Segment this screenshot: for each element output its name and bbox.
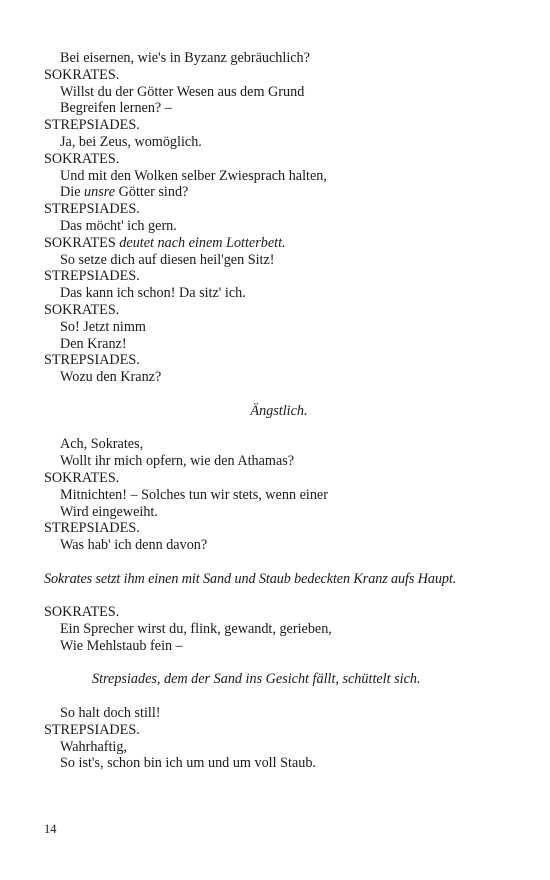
verse-line: Ein Sprecher wirst du, flink, gewandt, gerieben, bbox=[60, 621, 332, 638]
speaker-name: SOKRATES. bbox=[44, 150, 120, 167]
verse-line: Wozu den Kranz? bbox=[60, 369, 162, 386]
blank-line bbox=[44, 588, 514, 605]
stage-direction: deutet nach einem Lotterbett. bbox=[119, 234, 286, 251]
verse-line: Das möcht' ich gern. bbox=[60, 217, 177, 234]
speaker-name: STREPSIADES. bbox=[44, 268, 140, 285]
page-body bbox=[44, 50, 514, 772]
verse-line: Was hab' ich denn davon? bbox=[60, 537, 208, 554]
speaker-name: SOKRATES. bbox=[44, 469, 120, 486]
verse-line: So halt doch still! bbox=[60, 705, 161, 722]
speaker-name: STREPSIADES. bbox=[44, 520, 140, 537]
verse-text: Die bbox=[60, 184, 85, 201]
verse-line: Wie Mehlstaub fein – bbox=[60, 637, 183, 654]
verse-line: Bei eisernen, wie's in Byzanz gebräuchlich? bbox=[60, 50, 310, 66]
speaker-name: STREPSIADES. bbox=[44, 721, 140, 738]
blank-line bbox=[44, 655, 514, 672]
verse-line bbox=[44, 184, 514, 201]
verse-line: Mitnichten! – Solches tun wir stets, wenn einer bbox=[60, 486, 328, 503]
verse-line: Wollt ihr mich opfern, wie den Athamas? bbox=[60, 453, 295, 470]
verse-line: So setze dich auf diesen heil'gen Sitz! bbox=[60, 251, 275, 268]
stage-direction-centered: Ängstlich. bbox=[250, 402, 308, 419]
verse-line: Wird eingeweiht. bbox=[60, 503, 158, 520]
verse-line: Und mit den Wolken selber Zwiesprach halten, bbox=[60, 167, 327, 184]
stage-direction: Sokrates setzt ihm einen mit Sand und Staub bedeckten Kranz aufs Haupt. bbox=[44, 570, 457, 587]
speaker-name: STREPSIADES. bbox=[44, 201, 140, 218]
speaker-name: SOKRATES. bbox=[44, 604, 120, 621]
verse-line: Das kann ich schon! Da sitz' ich. bbox=[60, 285, 246, 302]
verse-line: So! Jetzt nimm bbox=[60, 318, 146, 335]
blank-line bbox=[44, 688, 514, 705]
stage-direction-indented: Strepsiades, dem der Sand ins Gesicht fällt, schüttelt sich. bbox=[92, 671, 421, 688]
speaker-with-direction bbox=[44, 235, 514, 252]
verse-line: Den Kranz! bbox=[60, 335, 127, 352]
verse-text: Götter sind? bbox=[115, 184, 189, 201]
verse-line: Willst du der Götter Wesen aus dem Grund bbox=[60, 83, 305, 100]
speaker-name: SOKRATES. bbox=[44, 66, 120, 83]
page-number: 14 bbox=[44, 822, 57, 836]
speaker-name: SOKRATES. bbox=[44, 301, 120, 318]
verse-line: Ja, bei Zeus, womöglich. bbox=[60, 133, 202, 150]
speaker-name: STREPSIADES. bbox=[44, 117, 140, 134]
verse-line: Begreifen lernen? – bbox=[60, 100, 172, 117]
verse-line: So ist's, schon bin ich um und um voll Staub. bbox=[60, 755, 316, 772]
blank-line bbox=[44, 386, 514, 403]
verse-emphasis: unsre bbox=[84, 184, 116, 201]
blank-line bbox=[44, 420, 514, 437]
speaker-name: STREPSIADES. bbox=[44, 352, 140, 369]
verse-line: Ach, Sokrates, bbox=[60, 436, 144, 453]
blank-line bbox=[44, 554, 514, 571]
verse-line: Wahrhaftig, bbox=[60, 738, 128, 755]
speaker-name: SOKRATES bbox=[44, 234, 120, 251]
